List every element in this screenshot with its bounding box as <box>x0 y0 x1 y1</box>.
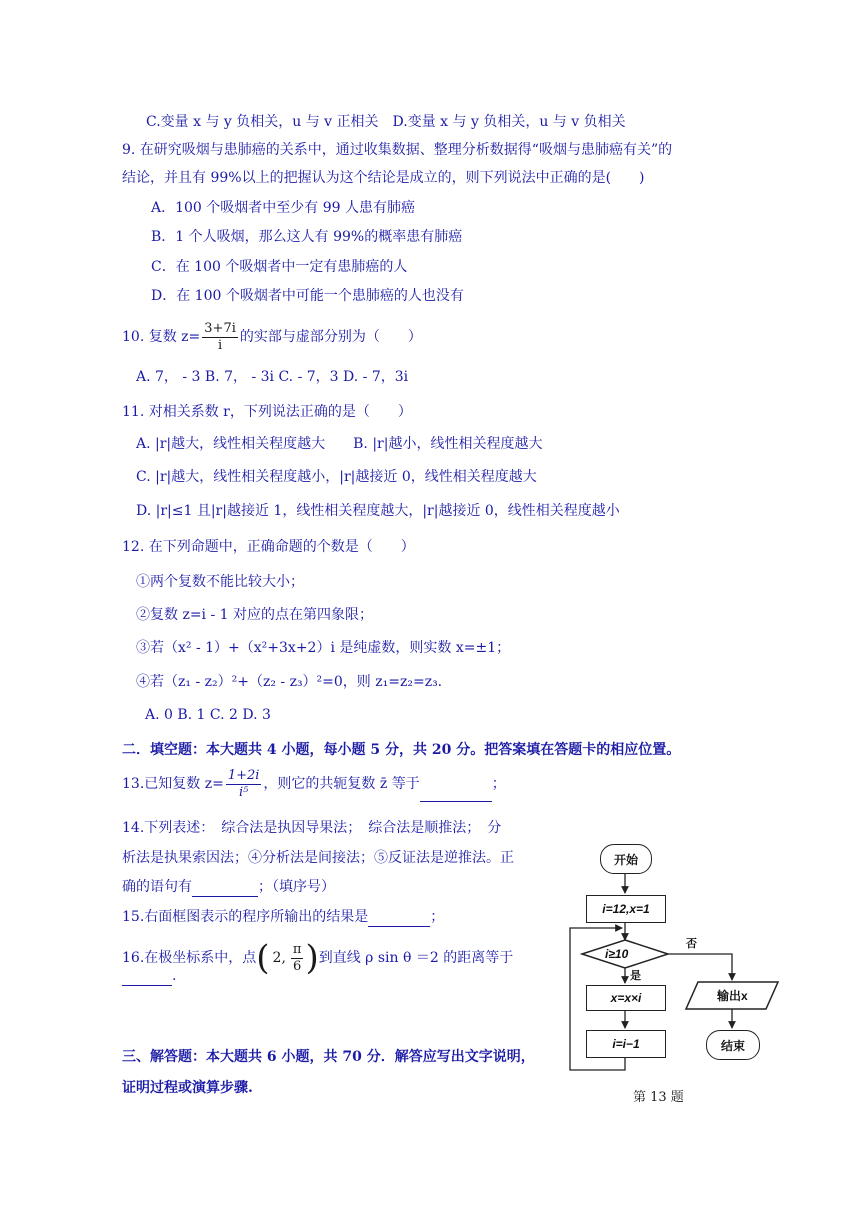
q13-denominator: i⁵ <box>238 784 249 800</box>
q16-prefix: 16.在极坐标系中，点 <box>122 950 257 966</box>
q11-stem: 11. 对相关系数 r，下列说法正确的是（ ） <box>122 404 412 420</box>
q9-option-d: D．在 100 个吸烟者中可能一个患肺癌的人也没有 <box>151 288 464 304</box>
section3-heading-line2: 证明过程或演算步骤. <box>122 1080 253 1096</box>
flow-decrement-node: i=i−1 <box>586 1030 666 1058</box>
flow-init-node: i=12,x=1 <box>586 895 666 923</box>
q10-numerator: 3+7i <box>204 320 236 336</box>
q10-suffix: 的实部与虚部分别为（ ） <box>239 329 422 345</box>
q16-point <box>256 938 318 978</box>
q16-stem <box>122 938 513 978</box>
q14-line3-prefix: 确的语句有 <box>122 879 192 895</box>
q13-answer-blank[interactable] <box>420 787 492 802</box>
q15-stem <box>122 907 444 927</box>
q16-angle-denominator: 6 <box>293 958 302 974</box>
flow-output-label: 输出x <box>717 989 748 1003</box>
q10-fraction <box>202 321 238 354</box>
q12-options: A. 0 B. 1 C. 2 D. 3 <box>145 707 271 723</box>
q15-answer-blank[interactable] <box>368 912 430 927</box>
q10-denominator: i <box>217 337 223 353</box>
q14-answer-blank[interactable] <box>192 882 258 897</box>
q13-stem <box>122 766 506 802</box>
q11-option-c: C. |r|越大，线性相关程度越小，|r|越接近 0，线性相关程度越大 <box>136 469 537 485</box>
q15-text: 15.右面框图表示的程序所输出的结果是 <box>122 909 369 925</box>
q14-line3-suffix: ；（填序号） <box>258 879 335 895</box>
flowchart <box>560 838 790 1108</box>
q16-answer-blank[interactable] <box>122 971 172 986</box>
q10-stem <box>122 320 422 354</box>
q9-option-c: C．在 100 个吸烟者中一定有患肺癌的人 <box>151 259 408 275</box>
q11-option-d: D. |r|≤1 且|r|越接近 1，线性相关程度越大，|r|越接近 0，线性相关程度越小 <box>136 503 620 519</box>
q9-option-a: A．100 个吸烟者中至少有 99 人患有肺癌 <box>151 200 415 216</box>
flow-no-label: 否 <box>686 938 697 950</box>
q14-line3 <box>122 877 335 897</box>
q16-end: . <box>172 968 177 984</box>
q9-stem-line2: 结论，并且有 99%以上的把握认为这个结论是成立的，则下列说法中正确的是( ) <box>122 170 645 186</box>
q13-end: ； <box>491 776 506 792</box>
q16-left-paren: ( <box>256 938 270 978</box>
q12-prop3: ③若（x² - 1）+（x²+3x+2）i 是纯虚数，则实数 x=±1； <box>136 640 511 656</box>
flow-yes-label: 是 <box>630 970 641 982</box>
q8-options-cd: C.变量 x 与 y 负相关，u 与 v 正相关 D.变量 x 与 y 负相关，u 与 v 负相关 <box>146 114 626 130</box>
q13-fraction <box>226 768 262 801</box>
q12-prop4: ④若（z₁ - z₂）²+（z₂ - z₃）²=0，则 z₁=z₂=z₃. <box>136 674 443 690</box>
q16-answer-line <box>122 966 176 986</box>
section3-heading-line1: 三、解答题：本大题共 6 小题，共 70 分．解答应写出文字说明， <box>122 1049 535 1065</box>
q16-right-paren: ) <box>305 938 319 978</box>
q9-option-b: B．1 个人吸烟，那么这人有 99%的概率患有肺癌 <box>151 229 463 245</box>
flow-start-node: 开始 <box>600 844 652 874</box>
q12-prop2: ②复数 z=i - 1 对应的点在第四象限； <box>136 607 374 623</box>
q16-suffix: 到直线 ρ sin θ ＝2 的距离等于 <box>318 950 514 966</box>
q10-prefix: 10. 复数 z= <box>122 329 201 345</box>
q9-stem-line1: 9. 在研究吸烟与患肺癌的关系中，通过收集数据、整理分析数据得“吸烟与患肺癌有关”的 <box>122 142 673 158</box>
q14-line2: 析法是执果索因法；④分析法是间接法；⑤反证法是逆推法。正 <box>122 850 514 866</box>
q13-prefix: 13.已知复数 z= <box>122 776 224 792</box>
q10-options: A. 7， - 3 B. 7， - 3i C. - 7，3 D. - 7，3i <box>136 369 409 385</box>
q16-point-angle <box>291 942 304 975</box>
q12-stem: 12. 在下列命题中，正确命题的个数是（ ） <box>122 539 415 555</box>
q13-suffix: ，则它的共轭复数 z̄ 等于 <box>263 776 420 792</box>
flow-end-node: 结束 <box>706 1030 760 1060</box>
flowchart-caption: 第 13 题 <box>633 1090 684 1105</box>
q16-point-radius: 2, <box>272 950 286 966</box>
arrow-cond-no-branch <box>668 954 732 980</box>
flow-assign-node: x=x×i <box>586 985 666 1011</box>
q11-options-ab: A. |r|越大，线性相关程度越大 B. |r|越小，线性相关程度越大 <box>136 436 543 452</box>
q12-prop1: ①两个复数不能比较大小； <box>136 574 304 590</box>
q16-angle-numerator: π <box>292 941 302 957</box>
section2-heading: 二．填空题：本大题共 4 小题，每小题 5 分，共 20 分。把答案填在答题卡的相应位置。 <box>122 742 681 758</box>
q15-end: ； <box>430 909 445 925</box>
q14-line1: 14.下列表述： 综合法是执因导果法； 综合法是顺推法； 分 <box>122 820 502 836</box>
flow-cond-label: i≥10 <box>605 947 629 961</box>
q13-numerator: 1+2i <box>227 767 260 783</box>
